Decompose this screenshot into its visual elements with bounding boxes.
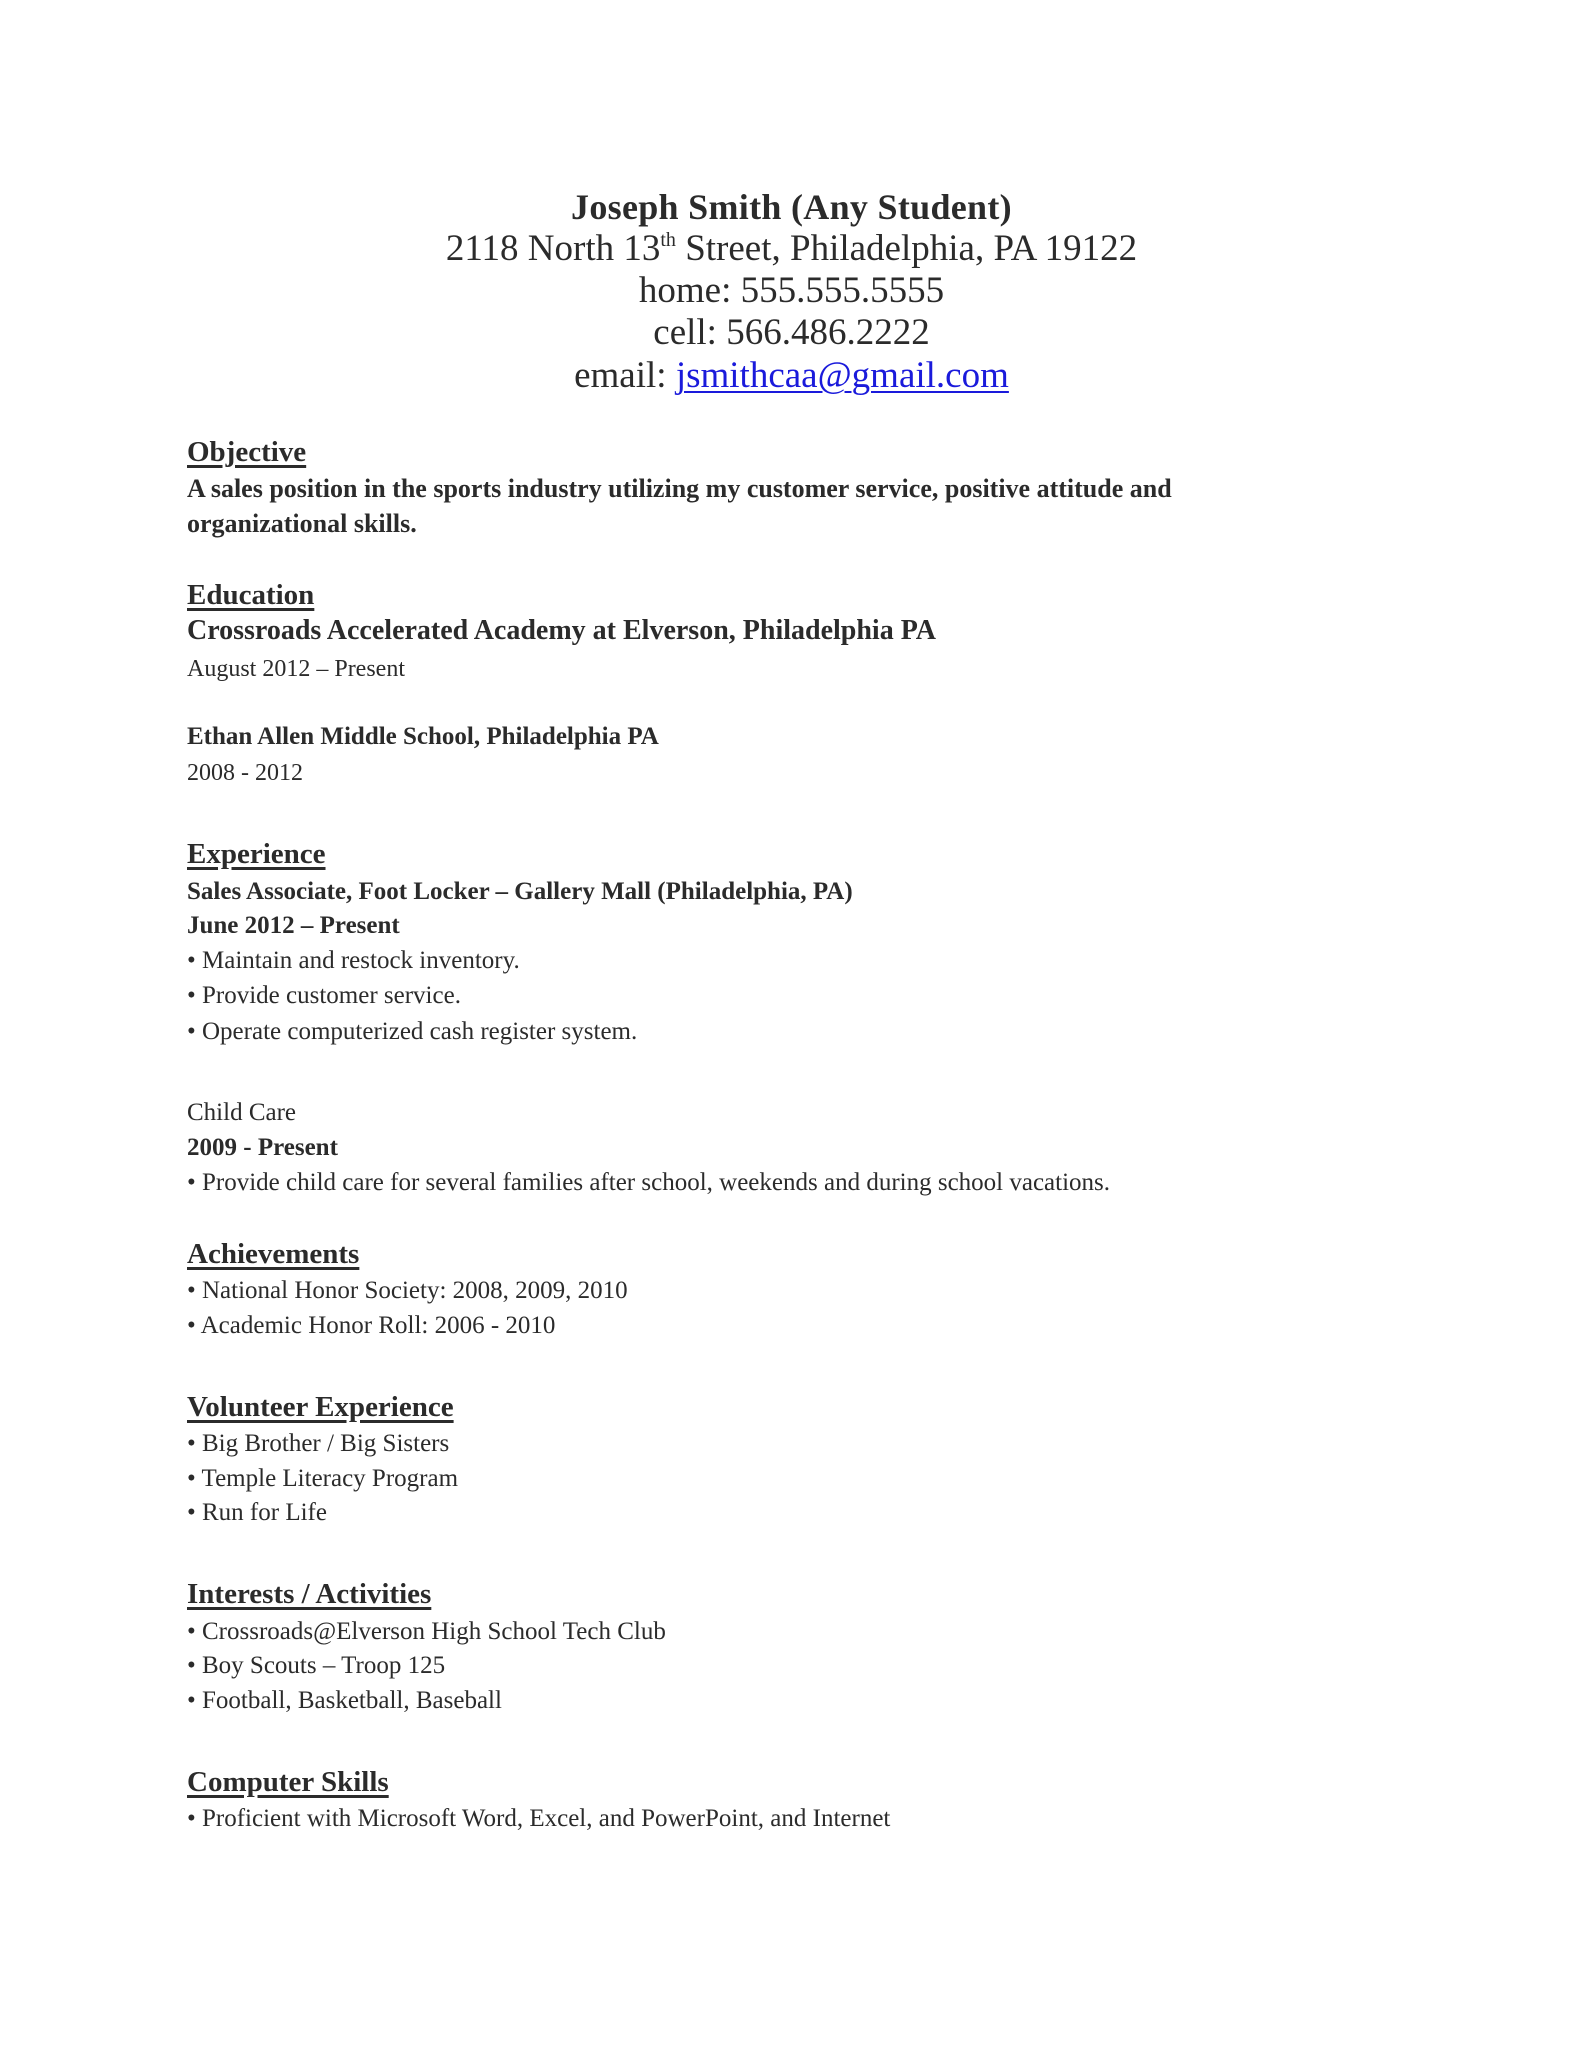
objective-text-line-1: A sales position in the sports industry utilizing my customer service, positive attitude and xyxy=(187,474,1172,503)
interest-item: • Crossroads@Elverson High School Tech Club xyxy=(187,1618,666,1645)
school-dates: August 2012 – Present xyxy=(187,656,405,682)
address-ordinal: th xyxy=(660,229,676,251)
address-line xyxy=(0,227,1583,270)
email-label: email: xyxy=(574,355,676,396)
interest-item: • Boy Scouts – Troop 125 xyxy=(187,1652,446,1679)
email-line xyxy=(0,354,1583,397)
interest-item: • Football, Basketball, Baseball xyxy=(187,1687,502,1714)
school-name: Ethan Allen Middle School, Philadelphia PA xyxy=(187,723,659,750)
section-heading-interests: Interests / Activities xyxy=(187,1578,432,1610)
job-bullet: • Provide child care for several families after school, weekends and during school vacations. xyxy=(187,1169,1111,1196)
school-dates: 2008 - 2012 xyxy=(187,760,303,786)
email-link[interactable]: jsmithcaa@gmail.com xyxy=(675,355,1009,396)
job-dates: June 2012 – Present xyxy=(187,912,400,939)
section-heading-volunteer: Volunteer Experience xyxy=(187,1391,454,1423)
address-prefix: 2118 North 13 xyxy=(445,228,661,269)
home-phone: home: 555.555.5555 xyxy=(638,270,945,311)
section-heading-experience: Experience xyxy=(187,838,326,870)
objective-text-line-2: organizational skills. xyxy=(187,509,417,538)
achievement-item: • National Honor Society: 2008, 2009, 2010 xyxy=(187,1277,628,1304)
job-title: Sales Associate, Foot Locker – Gallery Mall (Philadelphia, PA) xyxy=(187,878,853,905)
section-heading-computer-skills: Computer Skills xyxy=(187,1766,389,1798)
volunteer-item: • Temple Literacy Program xyxy=(187,1465,459,1492)
achievement-item: • Academic Honor Roll: 2006 - 2010 xyxy=(187,1312,556,1339)
job-bullet: • Operate computerized cash register system. xyxy=(187,1018,638,1045)
job-bullet: • Maintain and restock inventory. xyxy=(187,947,520,974)
volunteer-item: • Big Brother / Big Sisters xyxy=(187,1430,450,1457)
section-heading-objective: Objective xyxy=(187,436,307,468)
volunteer-item: • Run for Life xyxy=(187,1499,327,1526)
job-dates: 2009 - Present xyxy=(187,1134,338,1161)
resume-name: Joseph Smith (Any Student) xyxy=(571,187,1012,227)
section-heading-achievements: Achievements xyxy=(187,1238,360,1270)
job-bullet: • Provide customer service. xyxy=(187,982,461,1009)
school-name: Crossroads Accelerated Academy at Elverson, Philadelphia PA xyxy=(187,615,936,646)
cell-phone: cell: 566.486.2222 xyxy=(653,312,930,353)
section-heading-education: Education xyxy=(187,579,315,611)
address-suffix: Street, Philadelphia, PA 19122 xyxy=(675,228,1138,269)
computer-skill-item: • Proficient with Microsoft Word, Excel, and PowerPoint, and Internet xyxy=(187,1805,891,1832)
job-title: Child Care xyxy=(187,1099,297,1126)
